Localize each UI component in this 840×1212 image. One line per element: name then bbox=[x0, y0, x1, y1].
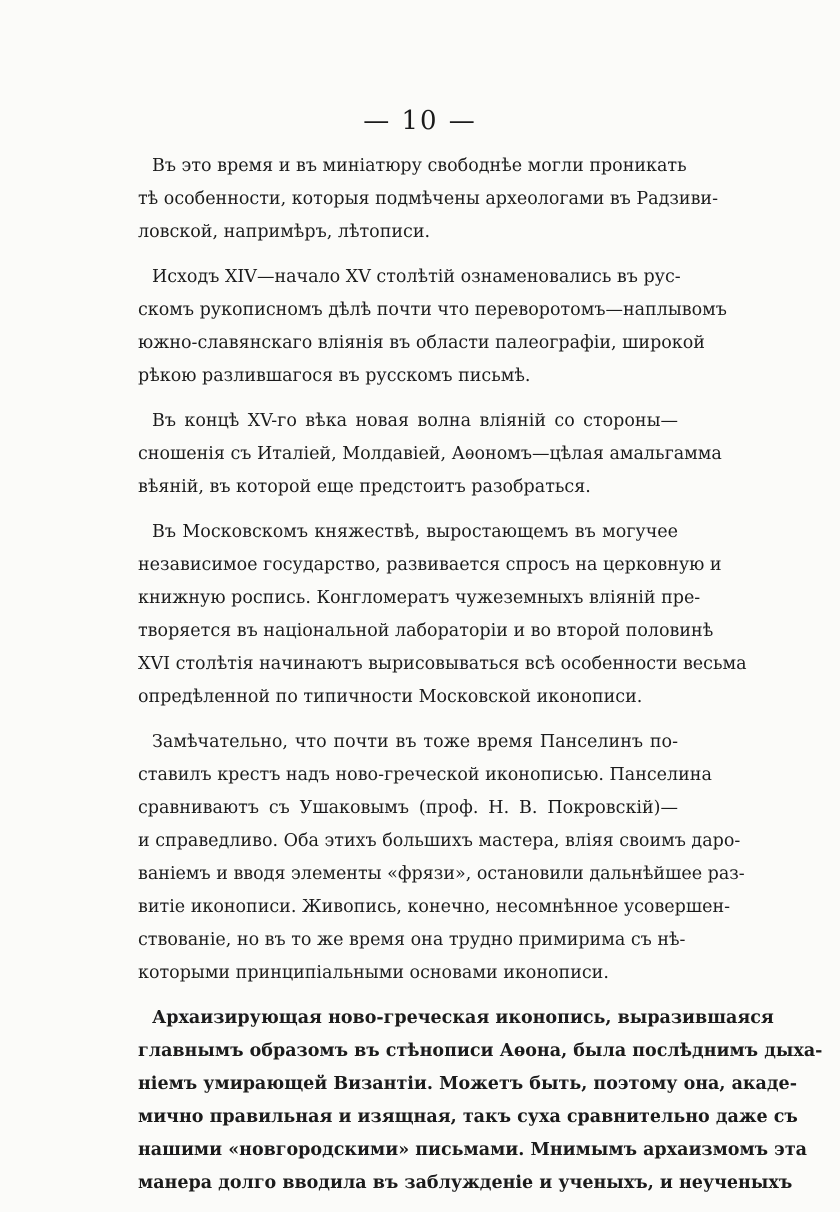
text-line: рѣкою разлившагося въ русскомъ письмѣ. bbox=[138, 366, 531, 386]
text-line: ствованіе, но въ то же время она трудно примирима съ нѣ- bbox=[138, 930, 686, 950]
text-line: вѣяній, въ которой еще предстоитъ разобраться. bbox=[138, 477, 591, 497]
text-line: Въ концѣ XV-го вѣка новая волна вліяній со стороны— bbox=[152, 411, 678, 431]
text-line: творяется въ національной лабораторіи и во второй половинѣ bbox=[138, 621, 714, 641]
text-line: тѣ особенности, которыя подмѣчены археологами въ Радзиви- bbox=[138, 189, 719, 209]
page-number: — 10 — bbox=[363, 106, 477, 136]
text-line: Замѣчательно, что почти въ тоже время Панселинъ по- bbox=[152, 732, 678, 752]
paragraph bbox=[138, 726, 745, 990]
paragraph bbox=[138, 516, 747, 714]
text-line: Исходъ XIV—начало XV столѣтій ознаменовались въ рус- bbox=[152, 267, 681, 287]
text-line: и справедливо. Оба этихъ большихъ мастера, вліяя своимъ даро- bbox=[138, 831, 741, 851]
text-line: Архаизирующая ново-греческая иконопись, выразившаяся bbox=[152, 1008, 774, 1028]
text-line: нашими «новгородскими» письмами. Мнимымъ архаизмомъ эта bbox=[138, 1140, 808, 1160]
text-line: сношенія съ Италіей, Молдавіей, Аѳономъ—цѣлая амальгамма bbox=[138, 444, 722, 464]
paragraph bbox=[138, 150, 719, 249]
text-line: южно-славянскаго вліянія въ области палеографіи, широкой bbox=[138, 333, 705, 353]
text-line: ваніемъ и вводя элементы «фрязи», остановили дальнѣйшее раз- bbox=[138, 864, 745, 884]
text-line: манера долго вводила въ заблужденіе и ученыхъ, и неученыхъ bbox=[138, 1173, 793, 1193]
text-line: опредѣленной по типичности Московской иконописи. bbox=[138, 687, 643, 707]
text-line: ніемъ умирающей Византіи. Можетъ быть, поэтому она, акаде- bbox=[138, 1074, 797, 1094]
text-line: независимое государство, развивается спросъ на церковную и bbox=[138, 555, 722, 575]
text-line: Въ Московскомъ княжествѣ, выростающемъ въ могучее bbox=[152, 522, 678, 542]
paragraph bbox=[138, 405, 722, 504]
text-line: скомъ рукописномъ дѣлѣ почти что переворотомъ—наплывомъ bbox=[138, 300, 727, 320]
text-line: Въ это время и въ миніатюру свободнѣе могли проникать bbox=[152, 156, 687, 176]
text-line: книжную роспись. Конгломератъ чужеземныхъ вліяній пре- bbox=[138, 588, 701, 608]
text-line: ловской, напримѣръ, лѣтописи. bbox=[138, 222, 431, 242]
text-line: главнымъ образомъ въ стѣнописи Аѳона, была послѣднимъ дыха- bbox=[138, 1041, 823, 1061]
text-line: мично правильная и изящная, такъ суха сравнительно даже съ bbox=[138, 1107, 798, 1127]
paragraph bbox=[138, 1002, 823, 1200]
text-line: витіе иконописи. Живопись, конечно, несомнѣнное усовершен- bbox=[138, 897, 731, 917]
body-text bbox=[138, 150, 823, 1212]
text-line: XVI столѣтія начинаютъ вырисовываться всѣ особенности весьма bbox=[138, 654, 747, 674]
paragraph bbox=[138, 261, 727, 393]
text-line: которыми принципіальными основами иконописи. bbox=[138, 963, 609, 983]
text-line: ставилъ крестъ надъ ново-греческой иконописью. Панселина bbox=[138, 765, 712, 785]
text-line: сравниваютъ съ Ушаковымъ (проф. Н. В. Покровскій)— bbox=[138, 798, 678, 818]
